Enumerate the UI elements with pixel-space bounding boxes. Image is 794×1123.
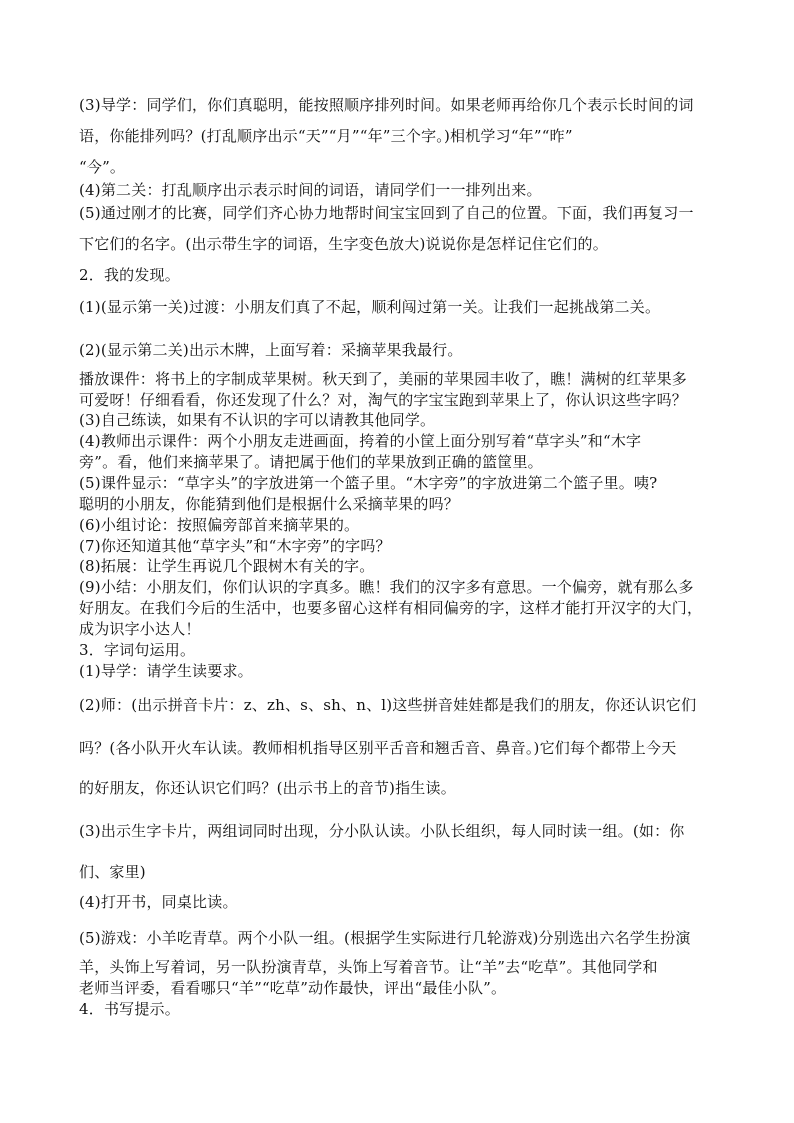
text-line: (1)导学：请学生读要求。	[79, 662, 253, 680]
text-line: (3)自己练读，如果有不认识的字可以请教其他同学。	[79, 411, 436, 429]
text-line: 可爱呀！仔细看看，你还发现了什么？对，淘气的字宝宝跑到苹果上了，你认识这些字吗？	[79, 391, 688, 409]
section-heading: 4．书写提示。	[79, 1000, 180, 1018]
text-line: 播放课件：将书上的字制成苹果树。秋天到了，美丽的苹果园丰收了，瞧！满树的红苹果多	[79, 370, 688, 388]
text-line: 成为识字小达人！	[79, 620, 201, 638]
text-line: (5)游戏：小羊吃青草。两个小队一组。(根据学生实际进行几轮游戏)分别选出六名学生扮演	[79, 929, 691, 947]
text-line: (9)小结：小朋友们，你们认识的字真多。瞧！我们的汉字多有意思。一个偏旁，就有那么多	[79, 578, 694, 596]
text-line: (4)第二关：打乱顺序出示表示时间的词语，请同学们一一排列出来。	[79, 181, 542, 199]
text-line: (5)通过刚才的比赛，同学们齐心协力地帮时间宝宝回到了自己的位置。下面，我们再复习一	[79, 204, 694, 222]
text-line: 们、家里)	[79, 863, 146, 881]
text-line: “今”。	[79, 158, 126, 176]
text-line: (2)师：(出示拼音卡片：z、zh、s、sh、n、l)这些拼音娃娃都是我们的朋友，你还认识它们	[79, 696, 697, 714]
text-line: 的好朋友，你还认识它们吗？(出示书上的音节)指生读。	[79, 779, 456, 797]
section-heading: 2．我的发现。	[79, 266, 180, 284]
text-line: 吗？(各小队开火车认读。教师相机指导区别平舌音和翘舌音、鼻音。)它们每个都带上今天	[79, 739, 677, 757]
text-line: 好朋友。在我们今后的生活中，也要多留心这样有相同偏旁的字，这样才能打开汉字的大门，	[79, 599, 703, 617]
text-line: (5)课件显示：“草字头”的字放进第一个篮子里。“木字旁”的字放进第二个篮子里。咦?	[79, 474, 658, 492]
text-line: 羊，头饰上写着词，另一队扮演青草，头饰上写着音节。让“羊”去“吃草”。其他同学和	[79, 958, 658, 976]
text-line: (4)打开书，同桌比读。	[79, 893, 238, 911]
text-line: (7)你还知道其他“草字头”和“木字旁”的字吗？	[79, 537, 391, 555]
text-line: 老师当评委，看看哪只“羊”“吃草”动作最快，评出“最佳小队”。	[79, 979, 507, 997]
text-line: (6)小组讨论：按照偏旁部首来摘苹果的。	[79, 516, 360, 534]
text-line: 下它们的名字。(出示带生字的词语，生字变色放大)说说你是怎样记住它们的。	[79, 235, 608, 253]
text-line: (2)(显示第二关)出示木牌，上面写着：采摘苹果我最行。	[79, 341, 463, 359]
text-line: 旁”。看，他们来摘苹果了。请把属于他们的苹果放到正确的篮筐里。	[79, 453, 543, 471]
section-heading: 3．字词句运用。	[79, 641, 196, 659]
text-line: (8)拓展：让学生再说几个跟树木有关的字。	[79, 557, 375, 575]
text-line: (3)导学：同学们，你们真聪明，能按照顺序排列时间。如果老师再给你几个表示长时间的词	[79, 96, 694, 114]
text-line: 聪明的小朋友，你能猜到他们是根据什么采摘苹果的吗？	[79, 495, 460, 513]
text-line: (3)出示生字卡片，两组词同时出现，分小队认读。小队长组织，每人同时读一组。(如：你	[79, 822, 685, 840]
text-line: (1)(显示第一关)过渡：小朋友们真了不起，顺利闯过第一关。让我们一起挑战第二关。	[79, 298, 661, 316]
text-line: (4)教师出示课件：两个小朋友走进画面，挎着的小筐上面分别写着“草字头”和“木字	[79, 432, 642, 450]
text-line: 语，你能排列吗？(打乱顺序出示“天”“月”“年”三个字。)相机学习“年”“昨”	[79, 127, 573, 145]
